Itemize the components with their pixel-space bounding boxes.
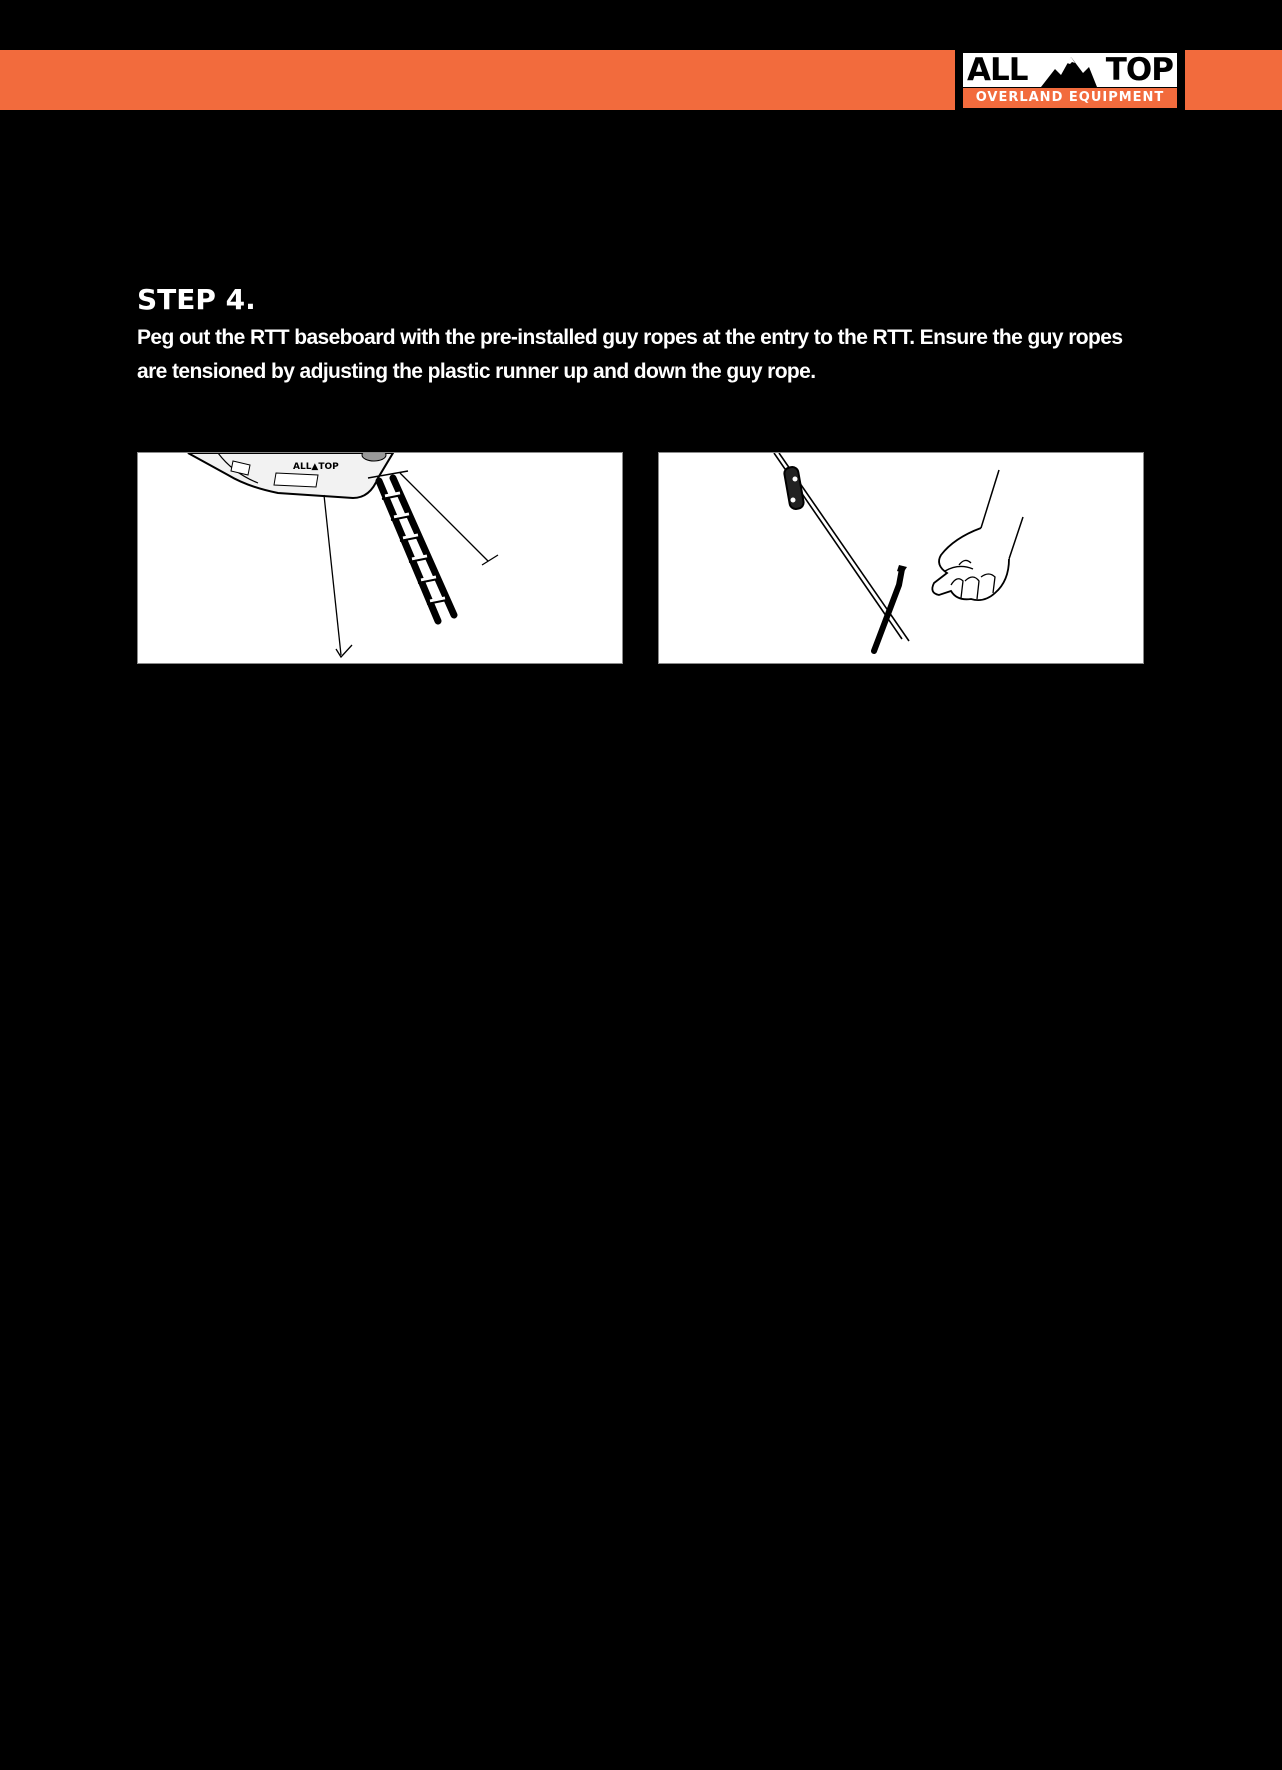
figure-tent-ladder xyxy=(137,452,623,664)
step-title: STEP 4. xyxy=(137,283,256,316)
tent-ladder-guy-ropes-illustration xyxy=(138,453,622,663)
step-instructions: Peg out the RTT baseboard with the pre-installed guy ropes at the entry to the RTT. Ensure the guy ropes are tensioned by adjusting the plastic runner up and down the guy rope. xyxy=(137,326,1123,383)
mountain-icon xyxy=(1041,53,1097,87)
logo-word-right: TOP xyxy=(1105,52,1173,88)
alltop-logo xyxy=(955,50,1185,110)
hand-pegging-guy-rope-illustration xyxy=(659,453,1143,663)
figure-pegging-rope xyxy=(658,452,1144,664)
logo-wordmark xyxy=(963,53,1177,87)
logo-word-left: ALL xyxy=(967,52,1028,88)
logo-tagline: OVERLAND EQUIPMENT xyxy=(963,88,1177,108)
svg-text:ALL▲TOP: ALL▲TOP xyxy=(293,462,339,472)
